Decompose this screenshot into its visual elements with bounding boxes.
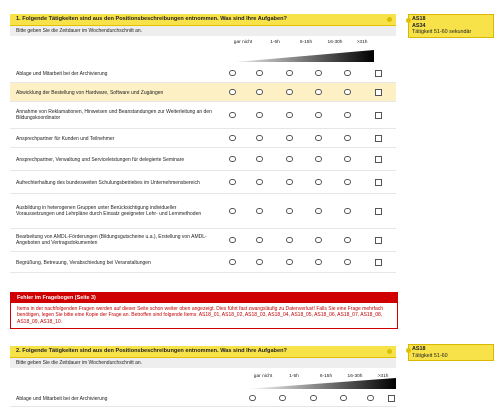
question-2-rows [10,390,396,407]
question-1-instruction: Bitte geben Sie die Zeitdauer im Wochendurchschnitt an. [10,26,396,36]
radio-option-2[interactable] [286,112,293,119]
scale-label-1: 1-5h [289,374,299,379]
question-1-annotation[interactable] [408,14,494,38]
radio-option-3[interactable] [340,395,347,402]
error-box [10,292,398,329]
row-label: Ausbildung in heterogenen Gruppen unter Berücksichtigung individueller Voraussetzungen und Lehrpläne durch Einsatz geeigneter Lehr- und Lernmethoden [16,205,202,218]
question-1-title-text: 1. Folgende Tätigkeiten sind aus den Positionsbeschreibungen entnommen. Was sind Ihre Aufgaben? [16,16,287,22]
error-text: Items in der nachfolgenden Fragen werden auf dieser Seite schon weiter oben angezeigt. Dies führt fast zwangsläufig zu Datenverlust! Falls Sie eine Frage mehrfach benötigen, legen Sie bitte eine Kopie der Frage an. Betroffen sind folgende Items: AS18_01, AS18_02, AS18_03, AS18_04, AS18_05, AS18_06, AS18_07, AS18_08, AS18_09, AS18_10. [17,306,384,325]
radio-option-4[interactable] [344,89,351,96]
table-row [10,194,396,229]
radio-option-0[interactable] [229,237,236,244]
radio-option-1[interactable] [256,112,263,119]
radio-option-2[interactable] [286,89,293,96]
radio-option-0[interactable] [229,89,236,96]
question-1-title [10,14,396,26]
radio-option-4[interactable] [344,156,351,163]
radio-option-0[interactable] [229,259,236,266]
edit-marker-icon[interactable] [387,17,392,22]
note-2-line-1: AS18 [412,346,426,352]
scale-label-3: 16-30h [347,374,363,379]
radio-option-3[interactable] [315,112,322,119]
edit-marker-icon[interactable] [387,349,392,354]
question-2-scale-header [10,368,396,390]
radio-option-3[interactable] [315,89,322,96]
row-label: Bearbeitung von AMDL-Förderungen (Bildungsgutscheine u.a.), Erstellung von AMDL-Angeboten und Vertragsdokumenten [16,234,207,247]
radio-option-2[interactable] [286,259,293,266]
row-checkbox[interactable] [375,259,382,266]
scale-label-4: >31h [377,374,389,379]
row-label: Ablage und Mitarbeit bei der Archivierung [16,70,108,77]
scale-ramp-graphic [246,378,396,390]
radio-option-2[interactable] [286,156,293,163]
radio-option-3[interactable] [315,208,322,215]
radio-option-2[interactable] [286,237,293,244]
table-row [10,129,396,148]
row-checkbox[interactable] [375,156,382,163]
radio-option-2[interactable] [310,395,317,402]
question-2-title-text: 2. Folgende Tätigkeiten sind aus den Positionsbeschreibungen entnommen. Was sind Ihre Aufgaben? [16,348,287,354]
radio-option-4[interactable] [344,237,351,244]
radio-option-3[interactable] [315,259,322,266]
radio-option-1[interactable] [256,70,263,77]
row-checkbox[interactable] [388,395,395,402]
radio-option-1[interactable] [256,237,263,244]
radio-option-4[interactable] [344,112,351,119]
radio-option-1[interactable] [256,89,263,96]
table-row [10,148,396,171]
table-row [10,171,396,194]
row-checkbox[interactable] [375,112,382,119]
table-row [10,229,396,252]
note-1-line-1: AS18 [412,16,426,22]
radio-option-3[interactable] [315,70,322,77]
radio-option-0[interactable] [229,135,236,142]
radio-option-3[interactable] [315,135,322,142]
error-title: Fehler im Fragebogen (Seite 3) [11,293,397,303]
radio-option-4[interactable] [367,395,374,402]
row-checkbox[interactable] [375,179,382,186]
row-checkbox[interactable] [375,89,382,96]
radio-option-1[interactable] [256,135,263,142]
scale-label-4: >31h [356,40,368,45]
radio-option-1[interactable] [256,179,263,186]
radio-option-4[interactable] [344,208,351,215]
row-checkbox[interactable] [375,70,382,77]
radio-option-3[interactable] [315,156,322,163]
row-checkbox[interactable] [375,208,382,215]
scale-label-2: 6-15h [319,374,333,379]
annotation-marker-icon [406,18,411,23]
radio-option-1[interactable] [256,208,263,215]
question-2-annotation[interactable] [408,344,494,361]
scale-label-2: 6-15h [299,40,313,45]
table-row [10,390,396,407]
radio-option-1[interactable] [279,395,286,402]
radio-option-4[interactable] [344,259,351,266]
scale-label-3: 16-30h [327,40,343,45]
row-label: Ablage und Mitarbeit bei der Archivierung [16,395,108,402]
note-2-line-2: Tätigkeit 51-60 [412,352,448,359]
note-1-line-2: AS34 [412,22,426,29]
row-label: Abwicklung der Bestellung von Hardware, Software und Zugängen [16,89,164,96]
radio-option-1[interactable] [256,259,263,266]
question-1-scale-header [10,36,396,64]
row-checkbox[interactable] [375,135,382,142]
radio-option-2[interactable] [286,179,293,186]
row-label: Aufrechterhaltung des bundesweiten Schulungsbetriebes im Unternehmensbereich [16,179,200,186]
table-row [10,252,396,273]
annotation-marker-icon [406,348,411,353]
radio-option-3[interactable] [315,179,322,186]
radio-option-4[interactable] [344,70,351,77]
question-2-instruction: Bitte geben Sie die Zeitdauer im Wochendurchschnitt an. [10,358,396,368]
question-1-rows [10,64,396,273]
note-1-line-3: Tätigkeit 51-60 sekundär [412,29,472,35]
row-label: Annahme von Reklamationen, Hinweisen und Beanstandungen zur Weiterleitung an den Bildungskoordinator [16,109,212,122]
radio-option-0[interactable] [229,208,236,215]
radio-option-2[interactable] [286,208,293,215]
table-row [10,102,396,129]
radio-option-0[interactable] [229,179,236,186]
row-label: Ansprechpartner, Verwaltung und Serviceleistungen für delegierte Seminare [16,156,185,163]
scale-label-0: gar nicht [233,40,253,45]
radio-option-1[interactable] [256,156,263,163]
question-1 [10,14,396,273]
scale-label-1: 1-5h [270,40,280,45]
radio-option-4[interactable] [344,135,351,142]
scale-label-0: gar nicht [253,374,273,379]
radio-option-3[interactable] [315,237,322,244]
table-row [10,83,396,102]
row-checkbox[interactable] [375,237,382,244]
table-row [10,64,396,83]
row-label: Begrüßung, Betreuung, Verabschiedung bei Veranstaltungen [16,259,151,266]
radio-option-4[interactable] [344,179,351,186]
radio-option-2[interactable] [286,70,293,77]
row-label: Ansprechpartner für Kunden und Teilnehmer [16,135,115,142]
question-2-title [10,346,396,358]
question-2 [10,346,396,407]
scale-ramp-graphic [224,50,374,62]
radio-option-0[interactable] [249,395,256,402]
radio-option-0[interactable] [229,70,236,77]
radio-option-2[interactable] [286,135,293,142]
radio-option-0[interactable] [229,156,236,163]
radio-option-0[interactable] [229,112,236,119]
